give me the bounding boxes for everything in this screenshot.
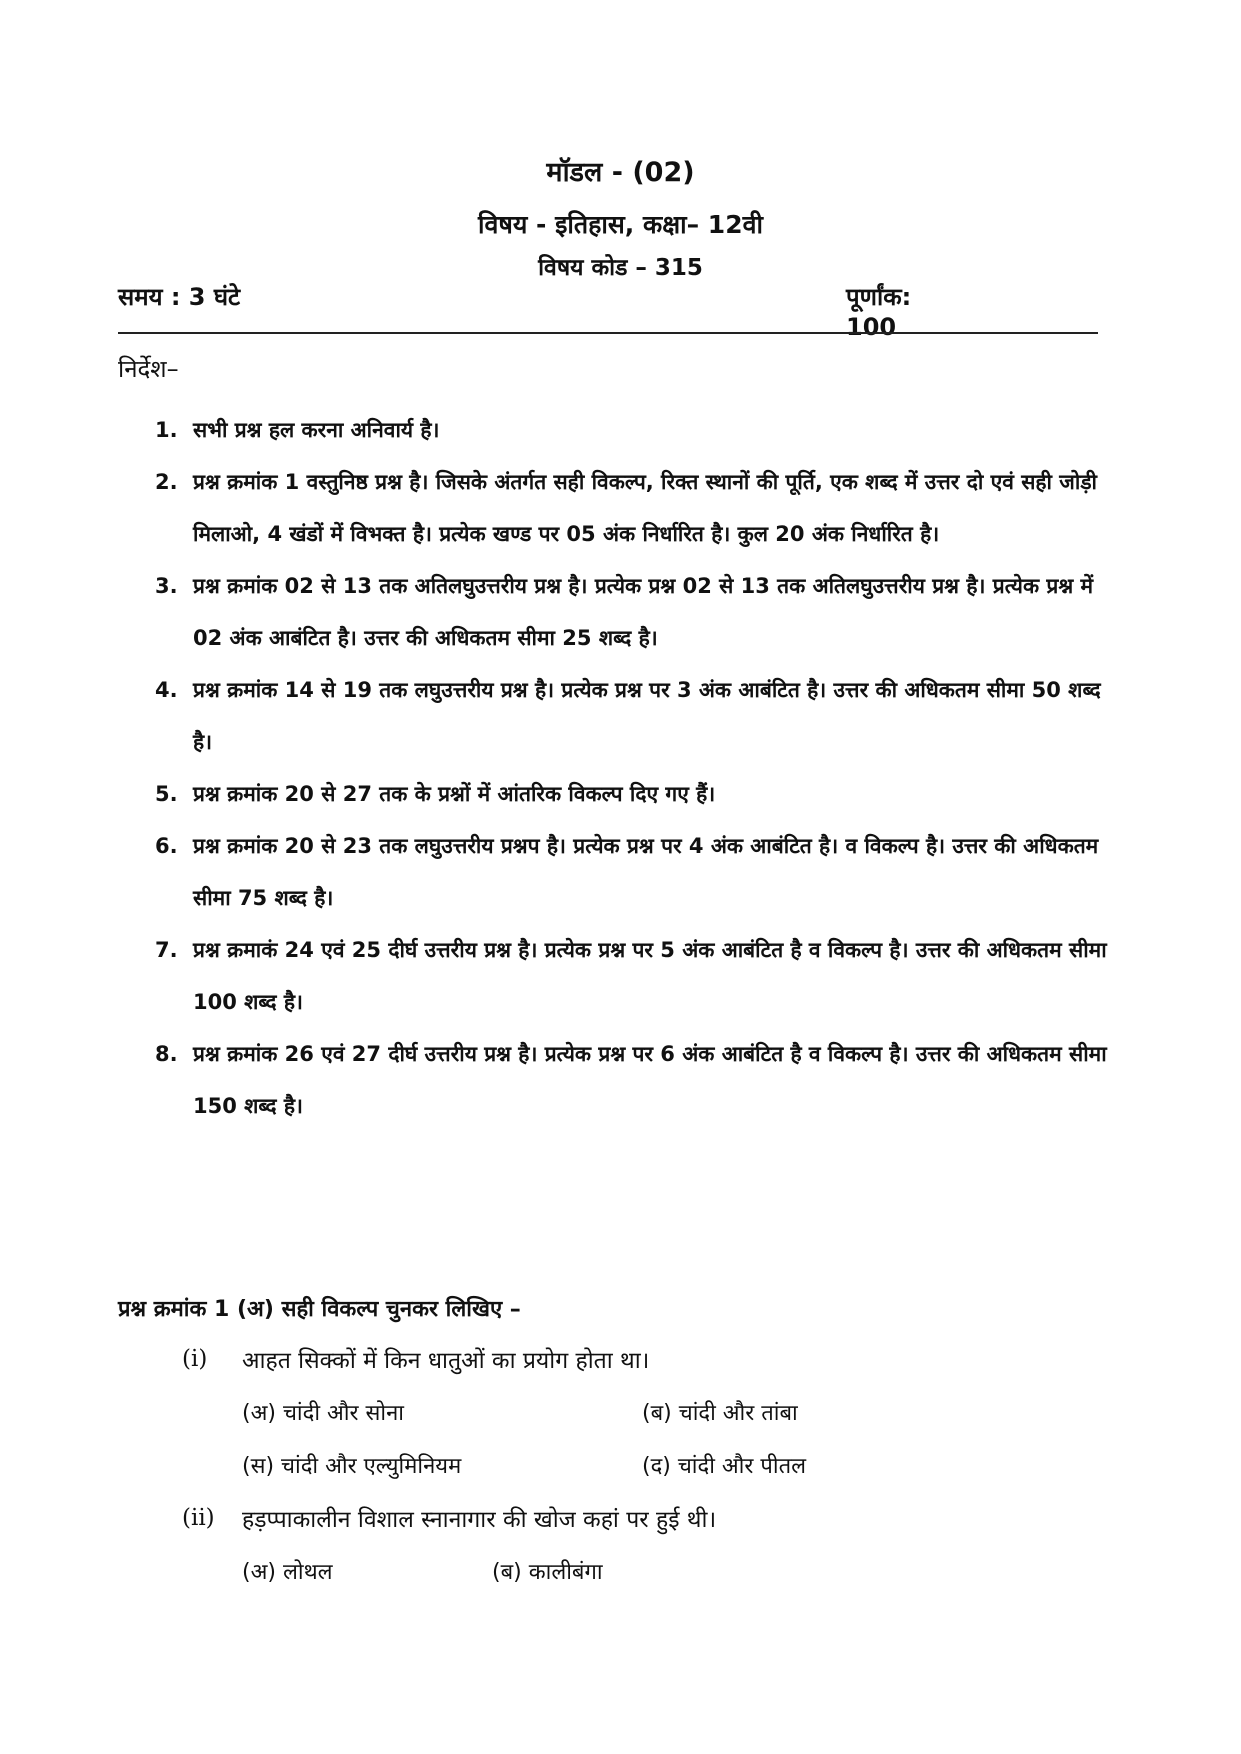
instruction-item — [155, 820, 1125, 924]
instruction-text: प्रश्न क्रमांक 1 वस्तुनिष्ठ प्रश्न है। जिसके अंतर्गत सही विकल्प, रिक्त स्थानों की पूर्ति, एक शब्द में उत्तर दो एवं सही जोड़ी मिलाओ, 4 खंडों में विभक्त है। प्रत्येक खण्ड पर 05 अंक निर्धारित है। कुल 20 अंक निर्धारित है। — [193, 470, 1097, 546]
instruction-item — [155, 924, 1125, 1028]
instruction-text: प्रश्न क्रमांक 20 से 27 तक के प्रश्नों में आंतरिक विकल्प दिए गए हैं। — [193, 782, 716, 806]
instruction-text: सभी प्रश्न हल करना अनिवार्य है। — [193, 418, 440, 442]
instruction-text: प्रश्न क्रमांक 02 से 13 तक अतिलघुउत्तरीय प्रश्न है। प्रत्येक प्रश्न 02 से 13 तक अतिलघुउत्तरीय प्रश्न है। प्रत्येक प्रश्न में 02 अंक आबंटित है। उत्तर की अधिकतम सीमा 25 शब्द है। — [193, 574, 1094, 650]
instruction-number: 4. — [155, 678, 178, 702]
instruction-number: 1. — [155, 418, 178, 442]
instruction-text: प्रश्न क्रमांक 14 से 19 तक लघुउत्तरीय प्रश्न है। प्रत्येक प्रश्न पर 3 अंक आबंटित है। उत्तर की अधिकतम सीमा 50 शब्द है। — [193, 678, 1101, 754]
instruction-number: 2. — [155, 470, 178, 494]
instruction-number: 7. — [155, 938, 178, 962]
option-c: (स) चांदी और एल्युमिनियम — [242, 1454, 462, 1479]
instruction-text: प्रश्न क्रमांक 26 एवं 27 दीर्घ उत्तरीय प्रश्न है। प्रत्येक प्रश्न पर 6 अंक आबंटित है व विकल्प है। उत्तर की अधिकतम सीमा 150 शब्द है। — [193, 1042, 1107, 1118]
question-text: आहत सिक्कों में किन धातुओं का प्रयोग होता था। — [242, 1348, 650, 1374]
instruction-number: 6. — [155, 834, 178, 858]
subject-class: विषय - इतिहास, कक्षा– 12वी — [478, 210, 763, 239]
instruction-number: 8. — [155, 1042, 178, 1066]
instruction-item — [155, 404, 1125, 456]
question-number: (i) — [182, 1346, 208, 1372]
time-label: समय : 3 घंटे — [118, 283, 241, 311]
marks-label: पूर्णांक: 100 — [846, 283, 912, 341]
question-text: हड़प्पाकालीन विशाल स्नानागार की खोज कहां पर हुई थी। — [242, 1507, 717, 1533]
option-a: (अ) चांदी और सोना — [242, 1401, 404, 1426]
subject-code: विषय कोड – 315 — [538, 255, 703, 281]
question-number: (ii) — [182, 1505, 215, 1531]
option-b: (ब) चांदी और तांबा — [642, 1401, 798, 1426]
section-heading: प्रश्न क्रमांक 1 (अ) सही विकल्प चुनकर लिखिए – — [118, 1297, 521, 1322]
instruction-number: 5. — [155, 782, 178, 806]
instruction-text: प्रश्न क्रमाकं 24 एवं 25 दीर्घ उत्तरीय प्रश्न है। प्रत्येक प्रश्न पर 5 अंक आबंटित है व विकल्प है। उत्तर की अधिकतम सीमा 100 शब्द है। — [193, 938, 1107, 1014]
instruction-text: प्रश्न क्रमांक 20 से 23 तक लघुउत्तरीय प्रश्नप है। प्रत्येक प्रश्न पर 4 अंक आबंटित है। व विकल्प है। उत्तर की अधिकतम सीमा 75 शब्द है। — [193, 834, 1099, 910]
model-title: मॉडल - (02) — [546, 157, 695, 188]
instructions-list — [155, 404, 1125, 1132]
instruction-item — [155, 456, 1125, 560]
instruction-item — [155, 664, 1125, 768]
instruction-number: 3. — [155, 574, 178, 598]
instructions-heading: निर्देश– — [118, 355, 179, 383]
instruction-item — [155, 560, 1125, 664]
option-a: (अ) लोथल — [242, 1560, 333, 1585]
option-b: (ब) कालीबंगा — [492, 1560, 603, 1585]
option-d: (द) चांदी और पीतल — [642, 1454, 807, 1479]
divider — [118, 332, 1098, 334]
instruction-item — [155, 768, 1125, 820]
instruction-item — [155, 1028, 1125, 1132]
